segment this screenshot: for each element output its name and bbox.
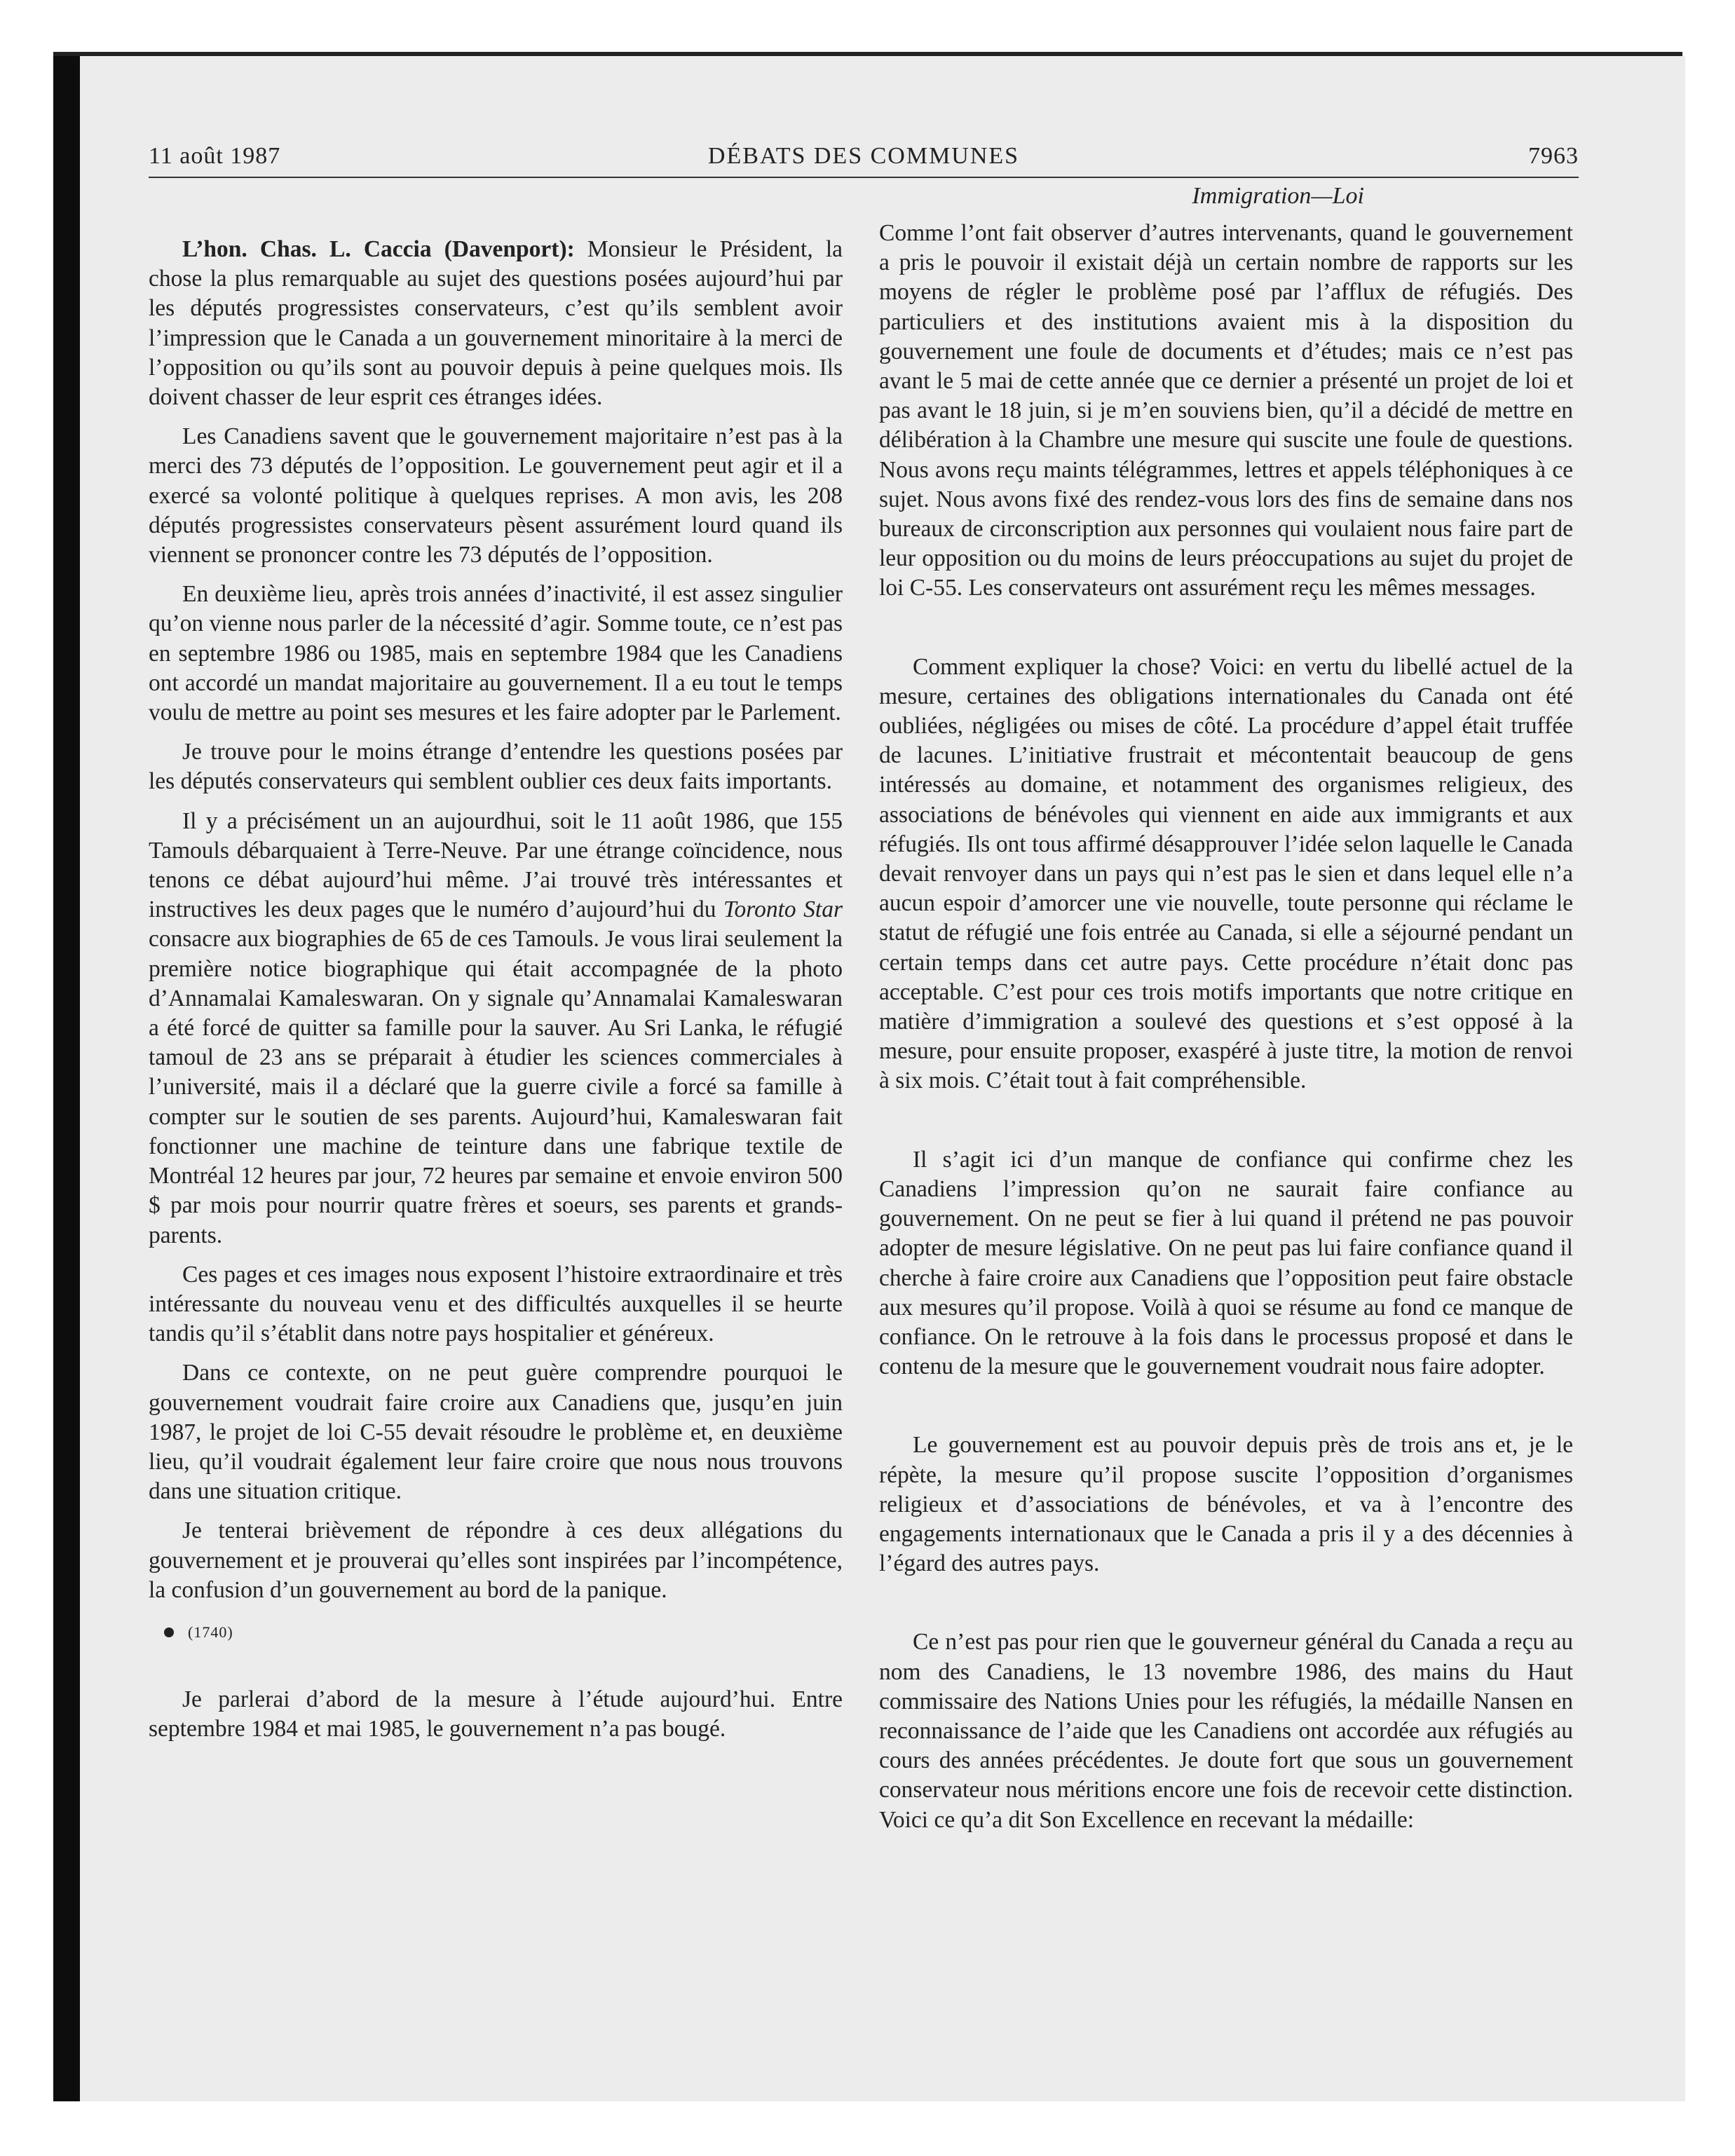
paragraph: Il s’agit ici d’un manque de confiance qui confirme chez les Canadiens l’impression qu’on ne saurait faire confiance au gouvernement. On ne peut se fier à lui quand il prétend ne pas pouvoir adopter de mesure législative. On ne peut pas lui faire confiance quand il cherche à faire croire aux Canadiens que l’opposition peut faire obstacle aux mesures qu’il propose. Voilà à quoi se résume au fond ce manque de confiance. On le retrouve à la fois dans le processus proposé et dans le contenu de la mesure que le gouvernement voudrait nous faire adopter. — [879, 1146, 1573, 1380]
left-column — [149, 235, 843, 1754]
paragraph: Je tenterai brièvement de répondre à ces deux allégations du gouvernement et je prouverai qu’elles sont inspirées par l’incompétence, la confusion d’un gouvernement au bord de la panique. — [149, 1517, 843, 1603]
header-rule — [149, 177, 1579, 178]
running-header — [149, 143, 1579, 178]
paragraph: Je trouve pour le moins étrange d’entendre les questions posées par les députés conservateurs qui semblent oublier ces deux faits importants. — [149, 739, 843, 795]
scan-border-left — [53, 52, 80, 2101]
right-column — [879, 181, 1573, 1845]
paragraph: En deuxième lieu, après trois années d’inactivité, il est assez singulier qu’on vienne nous parler de la nécessité d’agir. Somme toute, ce n’est pas en septembre 1986 ou 1985, mais en septembre 1984 que les Canadiens ont accordé un mandat majoritaire au gouvernement. Il a eu tout le temps voulu de mettre au point ses mesures et les faire adopter par le Parlement. — [149, 581, 843, 726]
paragraph: Les Canadiens savent que le gouvernement majoritaire n’est pas à la merci des 73 députés de l’opposition. Le gouvernement peut agir et il a exercé sa volonté politique à quelques reprises. A mon avis, les 208 députés progressistes conservateurs pèsent assurément lourd quand ils viennent se prononcer contre les 73 députés de l’opposition. — [149, 423, 843, 568]
document-page — [80, 56, 1685, 2101]
paragraph — [149, 807, 843, 1250]
section-subject: Immigration—Loi — [1192, 183, 1364, 209]
paragraph: Comment expliquer la chose? Voici: en vertu du libellé actuel de la mesure, certaines des obligations internationales du Canada ont été oubliées, négligées ou mises de côté. La procédure d’appel était truffée de lacunes. L’initiative frustrait et mécontentait beaucoup de gens intéressés au domaine, et notamment des organismes religieux, des associations de bénévoles qui viennent en aide aux immigrants et aux réfugiés. Ils ont tous affirmé désapprouver l’idée selon laquelle le Canada devait renvoyer dans un pays qui n’est pas le sien et dans lequel elle n’a aucun espoir d’amorcer une vie nouvelle, toute personne qui réclame le statut de réfugié une fois entrée au Canada, si elle a séjourné pendant un certain temps dans cet autre pays. Cette procédure n’était donc pas acceptable. C’est pour ces trois motifs importants que notre critique en matière d’immigration a soulevé des questions et s’est opposé à la mesure, pour ensuite proposer, exaspéré à juste titre, la motion de renvoi à six mois. C’était tout à fait compréhensible. — [879, 653, 1573, 1094]
paragraph: Le gouvernement est au pouvoir depuis près de trois ans et, je le répète, la mesure qu’il propose suscite l’opposition d’organismes religieux et d’associations de bénévoles, et va à l’encontre des engagements internationaux que le Canada a pris il y a des décennies à l’égard des autres pays. — [879, 1432, 1573, 1577]
header-date: 11 août 1987 — [149, 143, 281, 169]
paragraph-gap — [879, 1391, 1573, 1431]
header-publication: DÉBATS DES COMMUNES — [707, 143, 1020, 169]
header-page-number: 7963 — [1528, 143, 1579, 169]
newspaper-title: Toronto Star — [723, 896, 843, 923]
paragraph: Ces pages et ces images nous exposent l’histoire extraordinaire et très intéressante du nouveau venu et des difficultés auxquelles il se heurte tandis qu’il s’établit dans notre pays hospitalier et généreux. — [149, 1261, 843, 1347]
timestamp-text: (1740) — [188, 1623, 233, 1641]
paragraph-gap — [879, 1588, 1573, 1628]
paragraph — [149, 235, 843, 412]
paragraph-text: Monsieur le Président, la chose la plus remarquable au sujet des questions posées aujourd’hui par les députés progressistes conservateurs, c’est qu’ils semblent avoir l’impression que le Canada a un gouvernement minoritaire à la merci de l’opposition ou qu’ils sont au pouvoir depuis à peine quelques mois. Ils doivent chasser de leur esprit ces étranges idées. — [149, 236, 843, 411]
paragraph-gap — [879, 613, 1573, 653]
bullet-icon — [164, 1628, 174, 1637]
paragraph-text: Il y a précisément un an aujourdhui, soit le 11 août 1986, que 155 Tamouls débarquaient à Terre-Neuve. Par une étrange coïncidence, nous tenons ce débat aujourd’hui même. J’ai trouvé très intéressantes et instructives les deux pages que le numéro d’aujourd’hui du — [149, 807, 843, 923]
paragraph: Dans ce contexte, on ne peut guère comprendre pourquoi le gouvernement voudrait faire croire aux Canadiens que, jusqu’en juin 1987, le projet de loi C-55 devait résoudre le problème et, en deuxième lieu, qu’il voudrait également leur faire croire que nous nous trouvons dans une situation critique. — [149, 1360, 843, 1505]
paragraph-text: consacre aux biographies de 65 de ces Tamouls. Je vous lirai seulement la première notice biographique qui était accompagnée de la photo d’Annamalai Kamaleswaran. On y signale qu’Annamalai Kamaleswaran a été forcé de quitter sa famille pour la sauver. Au Sri Lanka, le réfugié tamoul de 23 ans se préparait à étudier les sciences commerciales à l’université, mais il a déclaré que la guerre civile a forcé sa famille à compter sur le soutien de ses parents. Aujourd’hui, Kamaleswaran fait fonctionner une machine de teinture dans une fabrique textile de Montréal 12 heures par jour, 72 heures par semaine et envoie environ 500 $ par mois pour nourrir quatre frères et soeurs, ses parents et grands-parents. — [149, 926, 843, 1248]
speaker-name: L’hon. Chas. L. Caccia (Davenport): — [182, 236, 575, 262]
paragraph: Ce n’est pas pour rien que le gouverneur général du Canada a reçu au nom des Canadiens, le 13 novembre 1986, des mains du Haut commissaire des Nations Unies pour les réfugiés, la médaille Nansen en reconnaissance de l’aide que les Canadiens ont accordée aux réfugiés au cours des années précédentes. Je doute fort que sous un gouvernement conservateur nous méritions encore une fois de recevoir cette distinction. Voici ce qu’a dit Son Excellence en recevant la médaille: — [879, 1629, 1573, 1833]
paragraph: Comme l’ont fait observer d’autres intervenants, quand le gouvernement a pris le pouvoir il existait déjà un certain nombre de rapports sur les moyens de régler le problème posé par l’afflux de réfugiés. Des particuliers et des institutions avaient mis à la disposition du gouvernement une foule de documents et d’études; mais ce n’est pas avant le 5 mai de cette année que ce dernier a présenté un projet de loi et pas avant le 18 juin, si je m’en souviens bien, qu’il a décidé de mettre en délibération à la Chambre une mesure qui suscite une foule de questions. Nous avons reçu maints télégrammes, lettres et appels téléphoniques à ce sujet. Nous avons fixé des rendez-vous lors des fins de semaine dans nos bureaux de circonscription aux personnes qui voulaient nous faire part de leur opposition ou du moins de leurs préoccupations au sujet du projet de loi C-55. Les conservateurs ont assurément reçu les mêmes messages. — [879, 220, 1573, 601]
timestamp — [164, 1618, 843, 1647]
paragraph-gap — [879, 1106, 1573, 1145]
paragraph: Je parlerai d’abord de la mesure à l’étude aujourd’hui. Entre septembre 1984 et mai 1985, le gouvernement n’a pas bougé. — [149, 1686, 843, 1742]
